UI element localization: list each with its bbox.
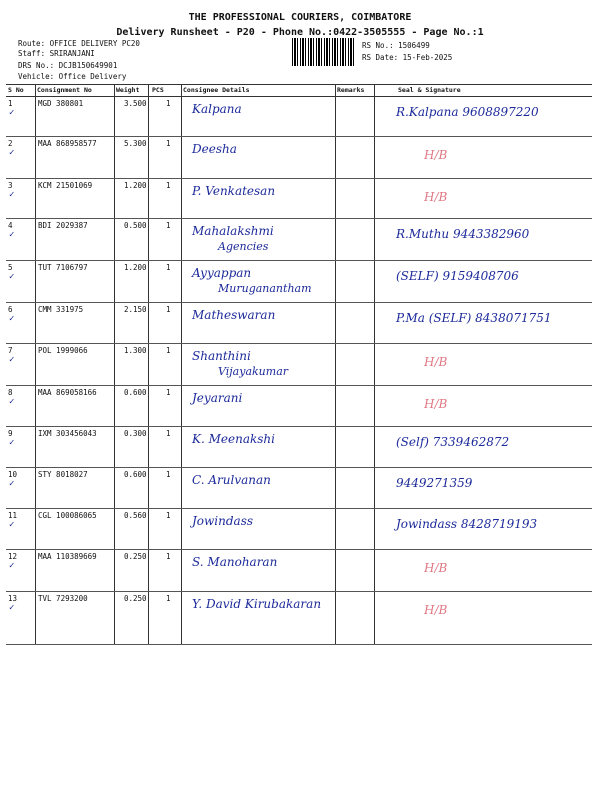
signature-text: P.Ma (SELF) 8438071751 bbox=[396, 311, 552, 325]
check-mark-icon: ✓ bbox=[9, 603, 15, 613]
vehicle-label: Vehicle: Office Delivery bbox=[18, 72, 127, 81]
signature-text: R.Muthu 9443382960 bbox=[396, 227, 530, 241]
pieces-count: 1 bbox=[166, 429, 171, 438]
serial-number: 4 bbox=[8, 221, 13, 230]
signature-text: 9449271359 bbox=[396, 476, 473, 490]
consignment-number: IXM 303456043 bbox=[38, 429, 97, 438]
table-row bbox=[6, 591, 592, 645]
pieces-count: 1 bbox=[166, 263, 171, 272]
consignee-name: K. Meenakshi bbox=[192, 432, 275, 446]
weight-value: 0.600 bbox=[124, 470, 147, 479]
hold-back-mark: H/B bbox=[424, 148, 448, 162]
table-row bbox=[6, 260, 592, 303]
signature-text: (Self) 7339462872 bbox=[396, 435, 510, 449]
consignee-name: P. Venkatesan bbox=[192, 184, 276, 198]
table-row bbox=[6, 136, 592, 179]
weight-value: 0.250 bbox=[124, 594, 147, 603]
check-mark-icon: ✓ bbox=[9, 397, 15, 407]
check-mark-icon: ✓ bbox=[9, 272, 15, 282]
pieces-count: 1 bbox=[166, 305, 171, 314]
consignee-name-line2: Agencies bbox=[218, 240, 269, 253]
consignment-number: POL 1999066 bbox=[38, 346, 88, 355]
serial-number: 3 bbox=[8, 181, 13, 190]
consignee-name-line2: Muruganantham bbox=[218, 282, 312, 295]
serial-number: 13 bbox=[8, 594, 18, 603]
table-row bbox=[6, 178, 592, 219]
pieces-count: 1 bbox=[166, 511, 171, 520]
runsheet-subtitle: Delivery Runsheet - P20 - Phone No.:0422-3505555 - Page No.:1 bbox=[116, 27, 484, 38]
pieces-count: 1 bbox=[166, 552, 171, 561]
signature-text: (SELF) 9159408706 bbox=[396, 269, 519, 283]
consignee-name: S. Manoharan bbox=[192, 555, 278, 569]
consignment-number: CMM 331975 bbox=[38, 305, 84, 314]
serial-number: 5 bbox=[8, 263, 13, 272]
weight-value: 1.200 bbox=[124, 181, 147, 190]
col-sno: S No bbox=[8, 86, 24, 94]
serial-number: 12 bbox=[8, 552, 18, 561]
consignee-name: Shanthini bbox=[192, 349, 251, 363]
hold-back-mark: H/B bbox=[424, 603, 448, 617]
check-mark-icon: ✓ bbox=[9, 190, 15, 200]
rs-date: RS Date: 15-Feb-2025 bbox=[362, 53, 453, 62]
table-row bbox=[6, 426, 592, 468]
weight-value: 2.150 bbox=[124, 305, 147, 314]
hold-back-mark: H/B bbox=[424, 561, 448, 575]
consignment-number: TVL 7293200 bbox=[38, 594, 88, 603]
consignment-number: MAA 868958577 bbox=[38, 139, 97, 148]
table-row bbox=[6, 508, 592, 550]
consignment-number: KCM 21501069 bbox=[38, 181, 93, 190]
col-pcs: PCS bbox=[152, 86, 164, 94]
hold-back-mark: H/B bbox=[424, 397, 448, 411]
staff-label: Staff: SRIRANJANI bbox=[18, 49, 95, 58]
consignment-number: BDI 2029387 bbox=[38, 221, 88, 230]
check-mark-icon: ✓ bbox=[9, 108, 15, 118]
consignee-name: Jowindass bbox=[192, 514, 254, 528]
consignment-number: CGL 100086065 bbox=[38, 511, 97, 520]
pieces-count: 1 bbox=[166, 221, 171, 230]
consignment-number: MAA 110389669 bbox=[38, 552, 97, 561]
company-title: THE PROFESSIONAL COURIERS, COIMBATORE bbox=[188, 12, 412, 23]
serial-number: 11 bbox=[8, 511, 18, 520]
consignment-number: STY 8018027 bbox=[38, 470, 88, 479]
pieces-count: 1 bbox=[166, 594, 171, 603]
serial-number: 9 bbox=[8, 429, 13, 438]
serial-number: 10 bbox=[8, 470, 18, 479]
weight-value: 0.250 bbox=[124, 552, 147, 561]
pieces-count: 1 bbox=[166, 470, 171, 479]
pieces-count: 1 bbox=[166, 346, 171, 355]
consignee-name: Deesha bbox=[192, 142, 237, 156]
table-row bbox=[6, 218, 592, 261]
consignee-name: Mahalakshmi bbox=[192, 224, 274, 238]
check-mark-icon: ✓ bbox=[9, 438, 15, 448]
consignee-name: Matheswaran bbox=[192, 308, 276, 322]
col-remarks: Remarks bbox=[337, 86, 365, 94]
consignee-name: Ayyappan bbox=[192, 266, 252, 280]
rs-number: RS No.: 1506499 bbox=[362, 41, 430, 50]
weight-value: 0.500 bbox=[124, 221, 147, 230]
signature-text: R.Kalpana 9608897220 bbox=[396, 105, 539, 119]
consignee-name-line2: Vijayakumar bbox=[218, 365, 289, 378]
weight-value: 0.600 bbox=[124, 388, 147, 397]
serial-number: 2 bbox=[8, 139, 13, 148]
consignment-number: MAA 869058166 bbox=[38, 388, 97, 397]
serial-number: 7 bbox=[8, 346, 13, 355]
consignee-name: Y. David Kirubakaran bbox=[192, 597, 322, 611]
table-row bbox=[6, 343, 592, 386]
signature-text: Jowindass 8428719193 bbox=[396, 517, 538, 531]
table-row bbox=[6, 467, 592, 509]
check-mark-icon: ✓ bbox=[9, 479, 15, 489]
serial-number: 8 bbox=[8, 388, 13, 397]
check-mark-icon: ✓ bbox=[9, 561, 15, 571]
consignee-name: C. Arulvanan bbox=[192, 473, 271, 487]
hold-back-mark: H/B bbox=[424, 355, 448, 369]
table-row bbox=[6, 302, 592, 344]
route-label: Route: OFFICE DELIVERY PC20 bbox=[18, 39, 140, 48]
check-mark-icon: ✓ bbox=[9, 314, 15, 324]
pieces-count: 1 bbox=[166, 388, 171, 397]
check-mark-icon: ✓ bbox=[9, 355, 15, 365]
pieces-count: 1 bbox=[166, 139, 171, 148]
col-signature: Seal & Signature bbox=[398, 86, 461, 94]
table-row bbox=[6, 96, 592, 137]
check-mark-icon: ✓ bbox=[9, 520, 15, 530]
consignment-number: MGD 380801 bbox=[38, 99, 84, 108]
weight-value: 1.300 bbox=[124, 346, 147, 355]
barcode bbox=[292, 38, 354, 66]
hold-back-mark: H/B bbox=[424, 190, 448, 204]
weight-value: 1.200 bbox=[124, 263, 147, 272]
weight-value: 5.300 bbox=[124, 139, 147, 148]
serial-number: 1 bbox=[8, 99, 13, 108]
pieces-count: 1 bbox=[166, 181, 171, 190]
col-consignment: Consignment No bbox=[37, 86, 92, 94]
pieces-count: 1 bbox=[166, 99, 171, 108]
check-mark-icon: ✓ bbox=[9, 148, 15, 158]
check-mark-icon: ✓ bbox=[9, 230, 15, 240]
serial-number: 6 bbox=[8, 305, 13, 314]
table-row bbox=[6, 385, 592, 427]
consignment-number: TUT 7106797 bbox=[38, 263, 88, 272]
consignee-name: Jeyarani bbox=[192, 391, 243, 405]
consignee-name: Kalpana bbox=[192, 102, 242, 116]
drs-label: DRS No.: DCJB150649901 bbox=[18, 61, 118, 70]
col-consignee: Consignee Details bbox=[183, 86, 250, 94]
weight-value: 3.500 bbox=[124, 99, 147, 108]
table-row bbox=[6, 549, 592, 592]
col-weight: Weight bbox=[116, 86, 140, 94]
weight-value: 0.300 bbox=[124, 429, 147, 438]
weight-value: 0.560 bbox=[124, 511, 147, 520]
